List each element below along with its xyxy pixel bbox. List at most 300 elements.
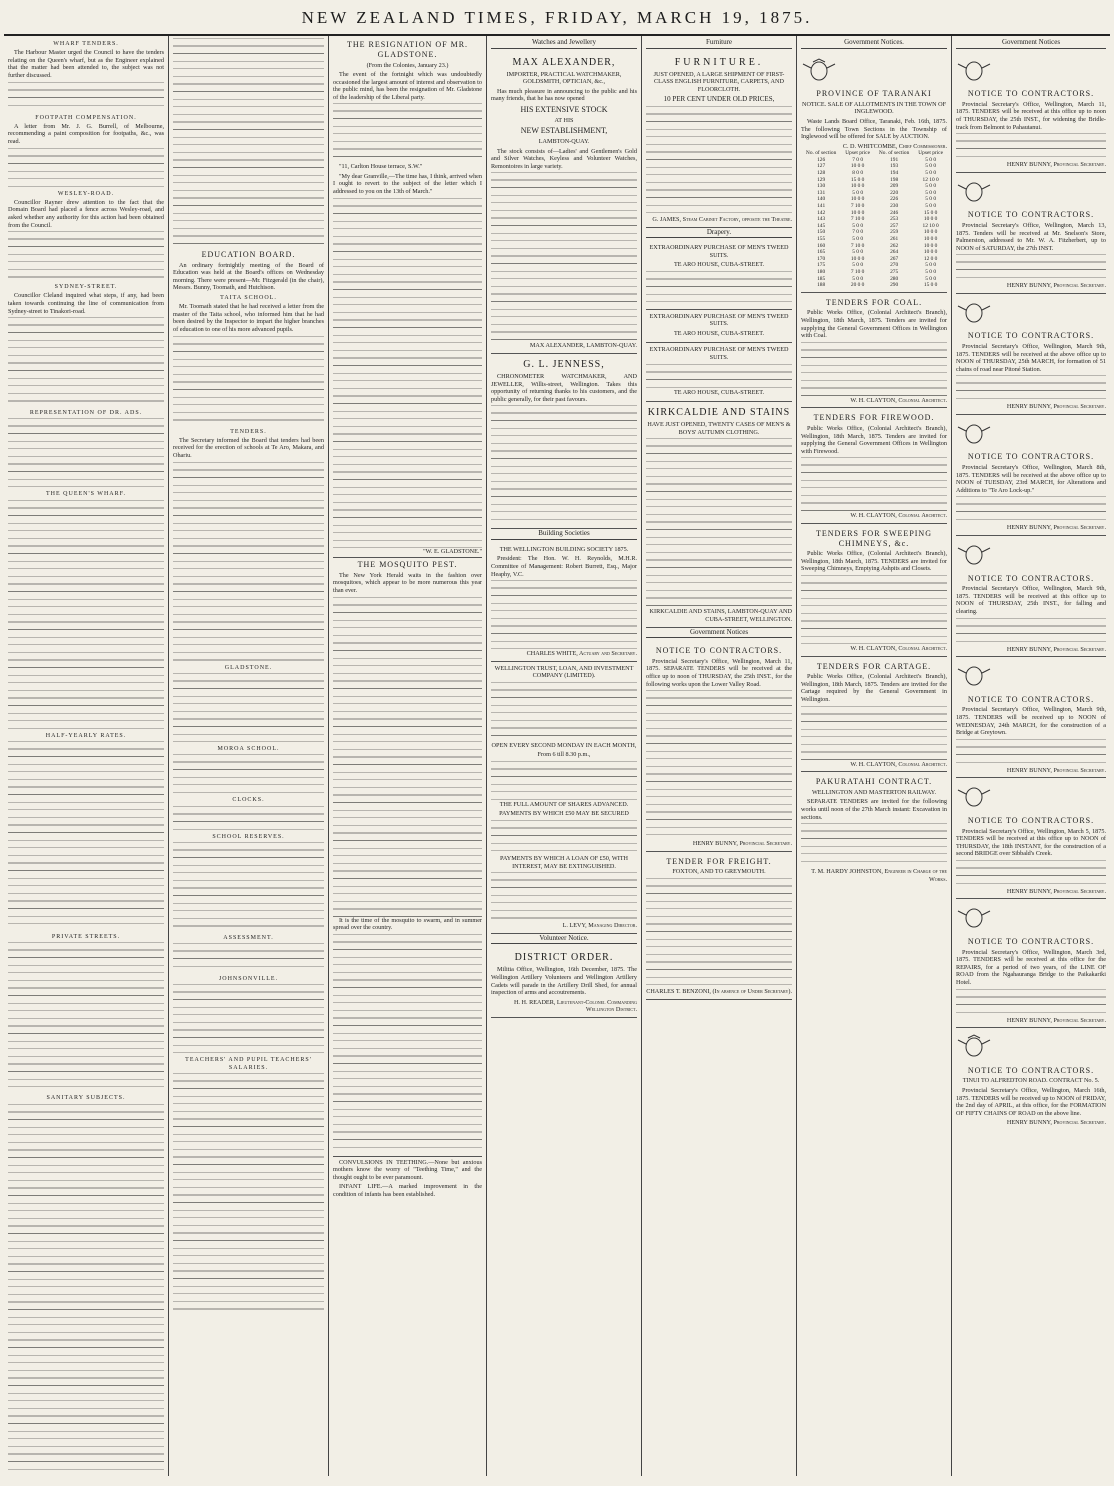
notice-text: Provincial Secretary's Office, Wellington, March 9th, 1875. TENDERS will be received up to NOON of WEDNESDAY, 24th MARCH, for the construction of a Bridge at Greytown. [956, 706, 1106, 737]
signature: HENRY BUNNY, Provincial Secretary. [1006, 403, 1106, 411]
ad-text: From 6 till 8.30 p.m., [537, 751, 591, 759]
article-paragraph: A letter from Mr. J. G. Burrell, of Melbourne, recommending a paint composition for footpaths, &c., was read. [8, 122, 164, 145]
column-header: Watches and Jewellery [491, 38, 637, 49]
crest-icon [956, 58, 992, 82]
notice-text: Public Works Office, (Colonial Architect's Branch), Wellington, 18th March, 1875. Tenders are invited for the Cartage required by the General Government in Wellington. [801, 673, 947, 703]
notice-text: SEPARATE TENDERS are invited for the following works until noon of the 27th March instant: Excavation in sections. [801, 798, 947, 821]
notice-pakuratahi [801, 772, 947, 886]
notice-text: Provincial Secretary's Office, Wellington, March 5, 1875. TENDERS will be received at this office up to NOON of THURSDAY, the 18th INSTANT, for the construction of a second BRIDGE over Sibbald's Creek. [956, 827, 1106, 858]
text-lines [491, 761, 637, 801]
table-cell: 7 10 0 [850, 242, 865, 249]
section-heading: TENDERS. [230, 428, 267, 435]
table-header-cell: No. of section [805, 150, 837, 157]
section-header: Drapery. [646, 228, 792, 239]
text-lines [8, 148, 164, 188]
table-cell: 128 [817, 170, 826, 176]
table-row [801, 243, 947, 250]
section-heading: PRIVATE STREETS. [51, 934, 121, 941]
text-lines [956, 989, 1106, 1017]
column-7 [952, 36, 1110, 1476]
text-lines [173, 943, 324, 973]
notice-title: NOTICE TO CONTRACTORS. [967, 936, 1095, 946]
table-cell: 12 10 0 [922, 176, 939, 183]
table-cell: 7 10 0 [850, 216, 865, 223]
notice-title: TENDERS FOR COAL. [825, 297, 923, 307]
signature: HENRY BUNNY, Provincial Secretary. [1006, 1016, 1106, 1024]
text-lines [8, 82, 164, 112]
ad-title: EXTRAORDINARY PURCHASE OF MEN'S TWEED SUITS. [649, 312, 789, 328]
section-heading: TEACHERS' AND PUPIL TEACHERS' SALARIES. [185, 1057, 312, 1071]
text-lines [173, 754, 324, 794]
table-cell: 5 0 0 [925, 275, 937, 282]
notice-subtitle: WELLINGTON AND MASTERTON RAILWAY. [811, 788, 937, 796]
notice-freight [646, 852, 792, 1000]
table-row [801, 183, 947, 190]
table-cell: 126 [817, 156, 826, 163]
signature: HENRY BUNNY, Provincial Secretary. [1006, 766, 1106, 774]
notice-title: NOTICE TO CONTRACTORS. [655, 646, 783, 656]
table-cell: 264 [890, 249, 899, 256]
text-lines [956, 618, 1106, 646]
notice-contractors [956, 778, 1106, 899]
table-row [801, 163, 947, 170]
table-cell: 130 [817, 183, 826, 190]
ad-highlight: NEW ESTABLISHMENT, [520, 126, 608, 136]
article-title: THE RESIGNATION OF MR. GLADSTONE. [346, 40, 469, 59]
table-cell: 155 [817, 235, 826, 242]
masthead: NEW ZEALAND TIMES, FRIDAY, MARCH 19, 1875. [4, 4, 1110, 36]
table-cell: 280 [890, 275, 899, 282]
table-row [801, 210, 947, 217]
notice-title: NOTICE TO CONTRACTORS. [967, 89, 1095, 99]
notice-text: Provincial Secretary's Office, Wellington, March 13, 1875. Tenders will be received at Mr. Snelson's Store, Palmerston, addressed to Mr. W. A. Fitzherbert, up to NOON of SATURDAY, the 27th INST. [956, 221, 1106, 252]
section-heading: MOROA SCHOOL. [217, 745, 280, 752]
ad-highlight: HIS EXTENSIVE STOCK [520, 104, 608, 114]
table-cell: 20 0 0 [850, 282, 865, 289]
table-cell: 10 0 0 [850, 163, 865, 170]
crest-icon [956, 542, 992, 566]
text-lines [333, 103, 482, 163]
table-row [801, 236, 947, 243]
text-lines [8, 942, 164, 1092]
table-cell: 209 [890, 183, 899, 190]
text-lines [173, 842, 324, 932]
signature: CHARLES WHITE, Actuary and Secretary. [526, 650, 637, 658]
column-header: Government Notices [956, 38, 1106, 49]
column-header: Government Notices. [801, 38, 947, 49]
column-5 [642, 36, 797, 1476]
text-lines [8, 231, 164, 281]
signature: HENRY BUNNY, Provincial Secretary. [1006, 161, 1106, 169]
article-paragraph: "11, Carlton House terrace, S.W." [339, 163, 423, 171]
ad-address: TE ARO HOUSE, CUBA-STREET. [673, 261, 765, 269]
table-cell: 5 0 0 [925, 183, 937, 190]
ad-title: KIRKCALDIE AND STAINS [647, 407, 791, 419]
notice-tinui [956, 1028, 1106, 1130]
text-lines [956, 375, 1106, 403]
text-lines [173, 1073, 324, 1313]
table-body [801, 157, 947, 289]
notice-contractors [956, 52, 1106, 173]
article-paragraph: "My dear Granville,—The time has, I think, arrived when I ought to revert to the subject of the letter which I addressed to you on the 13th of March." [333, 172, 482, 195]
section-heading: HALF-YEARLY RATES. [45, 732, 127, 739]
table-cell: 175 [817, 262, 826, 269]
text-lines [801, 575, 947, 645]
text-lines [491, 405, 637, 525]
notice-title: NOTICE TO CONTRACTORS. [967, 1065, 1095, 1075]
table-cell: 7 10 0 [850, 268, 865, 275]
table-cell: 5 0 0 [852, 275, 864, 282]
notice-contractors [956, 294, 1106, 415]
text-lines [491, 172, 637, 342]
ad-subtitle: HAVE JUST OPENED, TWENTY CASES OF MEN'S & BOYS' AUTUMN CLOTHING. [647, 421, 791, 436]
table-cell: 5 0 0 [925, 268, 937, 275]
notice-title: NOTICE TO CONTRACTORS. [967, 694, 1095, 704]
table-cell: 15 0 0 [850, 176, 865, 183]
table-cell: 10 0 0 [923, 229, 938, 236]
article-paragraph: An ordinary fortnightly meeting of the Board of Education was held at the Board's offices on Wednesday morning. There were present—Mr. Fitzgerald (in the chair), Messrs. Bunny, Toomath, and Hutchison. [173, 261, 324, 292]
signature: HENRY BUNNY, Provincial Secretary. [692, 840, 792, 848]
table-cell: 5 0 0 [925, 163, 937, 170]
table-cell: 5 0 0 [925, 156, 937, 163]
divider [333, 557, 482, 558]
notice-text: Provincial Secretary's Office, Wellington, March 9th, 1875. TENDERS will be received at the above office up to NOON of THURSDAY, 25th MARCH, for formation of 51 chains of road near Pitoné Station. [956, 343, 1106, 373]
table-cell: 253 [890, 216, 899, 223]
section-heading: SANITARY SUBJECTS. [46, 1095, 126, 1102]
article-paragraph: Mr. Toomath stated that he had received a letter from the master of the Taita school, who informed him that he had been desired by the Inspector to impart the higher branches of education to one of his more advanced pupils. [173, 303, 324, 333]
notice-title: TENDERS FOR CARTAGE. [816, 661, 932, 671]
notice-title: NOTICE TO CONTRACTORS. [967, 573, 1095, 583]
table-cell: 193 [890, 163, 899, 170]
article-title: THE MOSQUITO PEST. [357, 560, 458, 570]
notice-text: Provincial Secretary's Office, Wellington, March 11, 1875. TENDERS will be received at this office up to noon of THURSDAY, the 25th INST., for widening the Bridle-track from Belmont to Pahautanui. [956, 100, 1106, 131]
advertisement-alexander [491, 52, 637, 354]
signature: HENRY BUNNY, Provincial Secretary. [1006, 1119, 1106, 1127]
table-row [801, 196, 947, 203]
article-source: (From the Colonies, January 23.) [366, 61, 449, 69]
signature: G. JAMES, Steam Cabinet Factory, opposite the Theatre. [652, 215, 792, 223]
table-cell: 165 [817, 249, 826, 256]
advertisement: CONVULSIONS IN TEETHING.—None but anxious mothers know the worry of "Teething Time," and the thought ought to be ever paramount. [333, 1158, 482, 1181]
table-cell: 267 [890, 255, 899, 262]
newspaper-page [4, 4, 1110, 1478]
columns [4, 36, 1110, 1476]
notice-text: Provincial Secretary's Office, Wellington, March 3rd, 1875. TENDERS will be received at this office for the REPAIRS, for a period of two years, of the LINE OF ROAD from the Ngahauranga Bridge to the Paikakariki Hotel. [956, 948, 1106, 986]
notice-text: Provincial Secretary's Office, Wellington, March 9th, 1875. TENDERS will be received at this office up to NOON of THURSDAY, 25th INST., for falling and clearing. [956, 585, 1106, 616]
signature: CHARLES T. BENZONI, (In absence of Under Secretary). [646, 987, 792, 995]
ad-text: THE FULL AMOUNT OF SHARES ADVANCED. [499, 800, 629, 808]
table-cell: 5 0 0 [852, 262, 864, 269]
crest-icon [956, 421, 992, 445]
signature: HENRY BUNNY, Provincial Secretary. [1006, 524, 1106, 532]
table-cell: 7 0 0 [852, 156, 864, 163]
table-row [801, 262, 947, 269]
section-heading: ASSESSMENT. [223, 934, 274, 941]
table-cell: 142 [817, 209, 826, 216]
table-cell: 160 [817, 242, 826, 249]
ad-highlight: 10 PER CENT UNDER OLD PRICES, [663, 95, 775, 104]
table-cell: 10 0 0 [923, 249, 938, 256]
section-header: Government Notices [646, 628, 792, 639]
advertisement-kirkcaldie [646, 402, 792, 627]
text-lines [801, 706, 947, 761]
signature: W. H. CLAYTON, Colonial Architect. [850, 760, 947, 768]
notice-subtitle: NOTICE. SALE OF ALLOTMENTS IN THE TOWN OF INGLEWOOD. [801, 100, 947, 116]
ad-title: THE WELLINGTON BUILDING SOCIETY 1875. [499, 545, 629, 553]
table-cell: 5 0 0 [852, 189, 864, 196]
ad-address: TE ARO HOUSE, CUBA-STREET. [673, 329, 765, 337]
signature: W. H. CLAYTON, Colonial Architect. [850, 512, 947, 520]
notices-list [956, 52, 1106, 1029]
table-cell: 170 [817, 255, 826, 262]
text-lines [333, 597, 482, 917]
table-cell: 230 [890, 202, 899, 209]
ad-text: The stock consists of—Ladies' and Gentlemen's Gold and Silver Watches, Keyless and Volunteer Watches, Remontoires in large variety. [491, 147, 637, 170]
signature: HENRY BUNNY, Provincial Secretary. [1006, 282, 1106, 290]
notice-title: PAKURATAHI CONTRACT. [815, 777, 933, 787]
section-heading: FOOTPATH COMPENSATION. [35, 114, 137, 121]
ad-text: PAYMENTS BY WHICH £50 MAY BE SECURED [499, 810, 629, 818]
table-cell: 180 [817, 268, 826, 275]
text-lines [956, 133, 1106, 161]
table-cell: 12 0 0 [923, 255, 938, 262]
table-cell: 15 0 0 [923, 209, 938, 216]
table-cell: 270 [890, 262, 899, 269]
table-header-cell: Upset price [845, 150, 870, 157]
article-paragraph: Councillor Cleland inquired what steps, if any, had been taken towards continuing the line of communication from Sydney-street to Tinakori-road. [8, 292, 164, 315]
text-lines [646, 271, 792, 306]
notice-taranaki [801, 52, 947, 293]
table-cell: 8 0 0 [852, 170, 864, 176]
notice-subtitle: FOXTON, AND TO GREYMOUTH. [672, 868, 766, 876]
text-lines [956, 496, 1106, 524]
text-lines [8, 741, 164, 931]
text-lines [173, 38, 324, 248]
signature: KIRKCALDIE AND STAINS, LAMBTON-QUAY AND CUBA-STREET, WELLINGTON. [649, 608, 792, 623]
article-paragraph: The New York Herald waits in the fashion over mosquitoes, which appear to be more numerous this year than ever. [333, 571, 482, 594]
text-lines [8, 500, 164, 730]
table-cell: 7 10 0 [850, 202, 865, 209]
table-row [801, 223, 947, 230]
notice-text: Provincial Secretary's Office, Wellington, March 16th, 1875. TENDERS will be received up to NOON of FRIDAY, the 2nd day of APRIL, at this office, for the FORMATION OF FIFTY CHAINS OF ROAD on the above line. [956, 1086, 1106, 1117]
crest-icon [956, 663, 992, 687]
advertisement-trust-loan [491, 662, 637, 934]
table-cell: 246 [890, 209, 899, 216]
notice-title: TENDERS FOR FIREWOOD. [813, 413, 935, 423]
table-cell: 188 [817, 282, 826, 289]
table-row [801, 256, 947, 263]
notice-contractors [956, 899, 1106, 1028]
article-paragraph: The Harbour Master urged the Council to have the tenders relating on the Queen's wharf, but as the Engineer explained that the matter had been attended to, the subject was not further discussed. [8, 49, 164, 79]
text-lines [956, 739, 1106, 767]
notice-subtitle: TINUI TO ALFREDTON ROAD. CONTRACT No. 5. [962, 1077, 1100, 1085]
text-lines [8, 317, 164, 407]
table-cell: 10 0 0 [850, 209, 865, 216]
notice-title: PROVINCE OF TARANAKI [816, 89, 932, 99]
advertisement-jenness [491, 354, 637, 529]
table-row [801, 203, 947, 210]
text-lines [491, 682, 637, 742]
section-header: Building Societies [491, 529, 637, 540]
table-cell: 194 [890, 170, 899, 176]
advertiser-name: G. L. JENNESS, [523, 358, 605, 370]
crest-icon [956, 784, 992, 808]
section-heading: JOHNSONVILLE. [218, 976, 279, 983]
signature: MAX ALEXANDER, LAMBTON-QUAY. [529, 342, 637, 350]
table-cell: 290 [890, 282, 899, 289]
text-lines [646, 106, 792, 216]
table-cell: 220 [890, 189, 899, 196]
notice-sweeping [801, 524, 947, 657]
notice-text: Public Works Office, (Colonial Architect's Branch), Wellington, 18th March, 1875. Tenders are invited for supplying the General Government Offices in Wellington with Firewood. [801, 425, 947, 455]
ad-text: Militia Office, Wellington, 16th December, 1875. The Wellington Artillery Volunteers and Wellington Artillery Cadets will parade in the Artillery Drill Shed, for annual inspection of arms and accoutrements. [491, 966, 637, 997]
section-heading: WESLEY-ROAD. [57, 190, 115, 197]
table-cell: 262 [890, 242, 899, 249]
text-lines [333, 198, 482, 548]
text-lines [491, 580, 637, 650]
column-2 [169, 36, 329, 1476]
ad-text: President: The Hon. W. H. Reynolds, M.H.R. Committee of Management: Robert Burrett, Esq., Major Heaphy, V.C. [491, 555, 637, 578]
notice-firewood [801, 408, 947, 524]
column-header: Furniture [646, 38, 792, 49]
article-paragraph: Councillor Rayner drew attention to the fact that the Domain Board had placed a fence across Wesley-road, and asked whether any authority for this action had been obtained from the Council. [8, 198, 164, 229]
text-lines [646, 878, 792, 988]
table-cell: 131 [817, 189, 826, 196]
ad-title: WELLINGTON TRUST, LOAN, AND INVESTMENT COMPANY (LIMITED). [494, 664, 634, 680]
crest-icon [956, 1034, 992, 1058]
table-row [801, 229, 947, 236]
notice-contractors [956, 173, 1106, 294]
table-cell: 5 0 0 [852, 249, 864, 256]
column-6 [797, 36, 952, 1476]
advertisement-tweed [646, 241, 792, 310]
table-row [801, 190, 947, 197]
allotment-table [801, 150, 947, 288]
table-cell: 185 [817, 275, 826, 282]
table-cell: 5 0 0 [925, 170, 937, 176]
section-heading: REPRESENTATION OF DR. ADS. [29, 410, 143, 417]
section-title: EDUCATION BOARD. [201, 250, 296, 259]
signature: H. H. READER, Lieutenant-Colonel Commanding Wellington District. [513, 998, 637, 1014]
signature: T. M. HARDY JOHNSTON, Engineer in Charge of the Works. [811, 868, 947, 883]
ad-text: OPEN EVERY SECOND MONDAY IN EACH MONTH, [491, 741, 637, 749]
table-cell: 12 10 0 [922, 222, 939, 229]
signature: "W. E. GLADSTONE." [423, 547, 482, 555]
section-heading: THE QUEEN'S WHARF. [46, 491, 126, 498]
section-heading: CLOCKS. [232, 797, 265, 804]
text-lines [801, 823, 947, 868]
table-row [801, 157, 947, 164]
table-cell: 7 0 0 [852, 229, 864, 236]
signature: L. LEVY, Managing Director. [562, 922, 637, 930]
text-lines [491, 872, 637, 922]
notice-text: Provincial Secretary's Office, Wellington, March 11, 1875. SEPARATE TENDERS will be received at the office up to noon of THURSDAY, the 25th INST., for the following works upon the Lower Valley Road. [646, 657, 792, 688]
notice-contractors [956, 536, 1106, 657]
table-cell: 5 0 0 [852, 222, 864, 229]
table-cell: 5 0 0 [925, 202, 937, 209]
advertisement-tweed [646, 310, 792, 344]
section-heading: WHARF TENDERS. [53, 41, 119, 47]
notice-title: NOTICE TO CONTRACTORS. [967, 815, 1095, 825]
notice-title: NOTICE TO CONTRACTORS. [967, 210, 1095, 220]
table-cell: 127 [817, 163, 826, 170]
table-row [801, 170, 947, 177]
table-row [801, 269, 947, 276]
text-lines [646, 364, 792, 389]
signature: W. H. CLAYTON, Colonial Architect. [850, 645, 947, 652]
table-cell: 275 [890, 268, 899, 275]
divider [333, 1156, 482, 1157]
section-heading: TAITA SCHOOL. [220, 295, 277, 301]
text-lines [646, 438, 792, 608]
text-lines [956, 860, 1106, 888]
notice-title: TENDER FOR FREIGHT. [666, 856, 772, 866]
text-lines [956, 254, 1106, 282]
table-cell: 10 0 0 [850, 255, 865, 262]
text-lines [173, 806, 324, 831]
table-cell: 198 [890, 176, 899, 183]
signature: HENRY BUNNY, Provincial Secretary. [1006, 887, 1106, 895]
crest-icon [956, 905, 992, 929]
column-3 [329, 36, 487, 1476]
notice-contractors [956, 415, 1106, 536]
column-4 [487, 36, 642, 1476]
crest-icon [956, 300, 992, 324]
table-cell: 141 [817, 202, 826, 209]
advertisement: INFANT LIFE.—A marked improvement in the condition of infants has been established. [333, 1183, 482, 1198]
text-lines [801, 457, 947, 512]
text-lines [8, 418, 164, 488]
advertisement-building-society [491, 543, 637, 662]
table-cell: 5 0 0 [925, 189, 937, 196]
ad-title: EXTRAORDINARY PURCHASE OF MEN'S TWEED SUITS. [649, 346, 789, 361]
advertiser-subtitle: IMPORTER, PRACTICAL WATCHMAKER, GOLDSMITH, OPTICIAN, &c., [506, 70, 622, 86]
section-header: Volunteer Notice. [491, 934, 637, 945]
column-1 [4, 36, 169, 1476]
article-paragraph: The event of the fortnight which was undoubtedly occasioned the largest amount of interest and observation to the public mind, has been the resignation of Mr. Gladstone of the leadership of the Liberal party. [333, 71, 482, 101]
text-lines [173, 673, 324, 743]
crest-icon [956, 179, 992, 203]
notice-contractors [956, 657, 1106, 778]
table-cell: 15 0 0 [923, 282, 938, 289]
notice-title: NOTICE TO CONTRACTORS. [967, 331, 1095, 341]
table-cell: 5 0 0 [852, 235, 864, 242]
table-cell: 10 0 0 [850, 196, 865, 203]
text-lines [173, 336, 324, 426]
article-paragraph: It is the time of the mosquito to swarm, and in summer spread over the country. [333, 916, 482, 932]
advertiser-name: MAX ALEXANDER, [512, 56, 616, 68]
notice-coal [801, 293, 947, 409]
notice-contractors [646, 641, 792, 852]
section-heading: GLADSTONE. [224, 664, 273, 671]
ad-text: PAYMENTS BY WHICH A LOAN OF £50, WITH INTEREST, MAY BE EXTINGUISHED. [500, 855, 628, 870]
ad-text: AT HIS [554, 116, 574, 124]
table-cell: 261 [890, 235, 899, 242]
table-row [801, 249, 947, 256]
crest-icon [801, 58, 837, 82]
notice-text: Public Works Office, (Colonial Architect's Branch), Wellington, 18th March, 1875. Tenders are invited for supplying the General Government Offices in Wellington with Coal. [801, 309, 947, 340]
volunteer-notice [491, 947, 637, 1018]
article-paragraph: The Secretary informed the Board that tenders had been received for the erection of schools at Te Aro, Makara, and Ohariu. [173, 436, 324, 459]
text-lines [8, 1104, 164, 1476]
table-cell: 150 [817, 229, 826, 236]
signature: C. D. WHITCOMBE, Chief Commissioner. [842, 142, 947, 150]
notice-title: TENDERS FOR SWEEPING CHIMNEYS, &c. [815, 528, 932, 548]
ad-address: TE ARO HOUSE, CUBA-STREET. [673, 388, 765, 396]
ad-subtitle: JUST OPENED, A LARGE SHIPMENT OF FIRST-CLASS ENGLISH FURNITURE, CARPETS, AND FLOORCLOTH. [653, 70, 785, 93]
ad-text: LAMBTON-QUAY. [538, 138, 590, 146]
table-header-cell: Upset price [918, 150, 943, 157]
